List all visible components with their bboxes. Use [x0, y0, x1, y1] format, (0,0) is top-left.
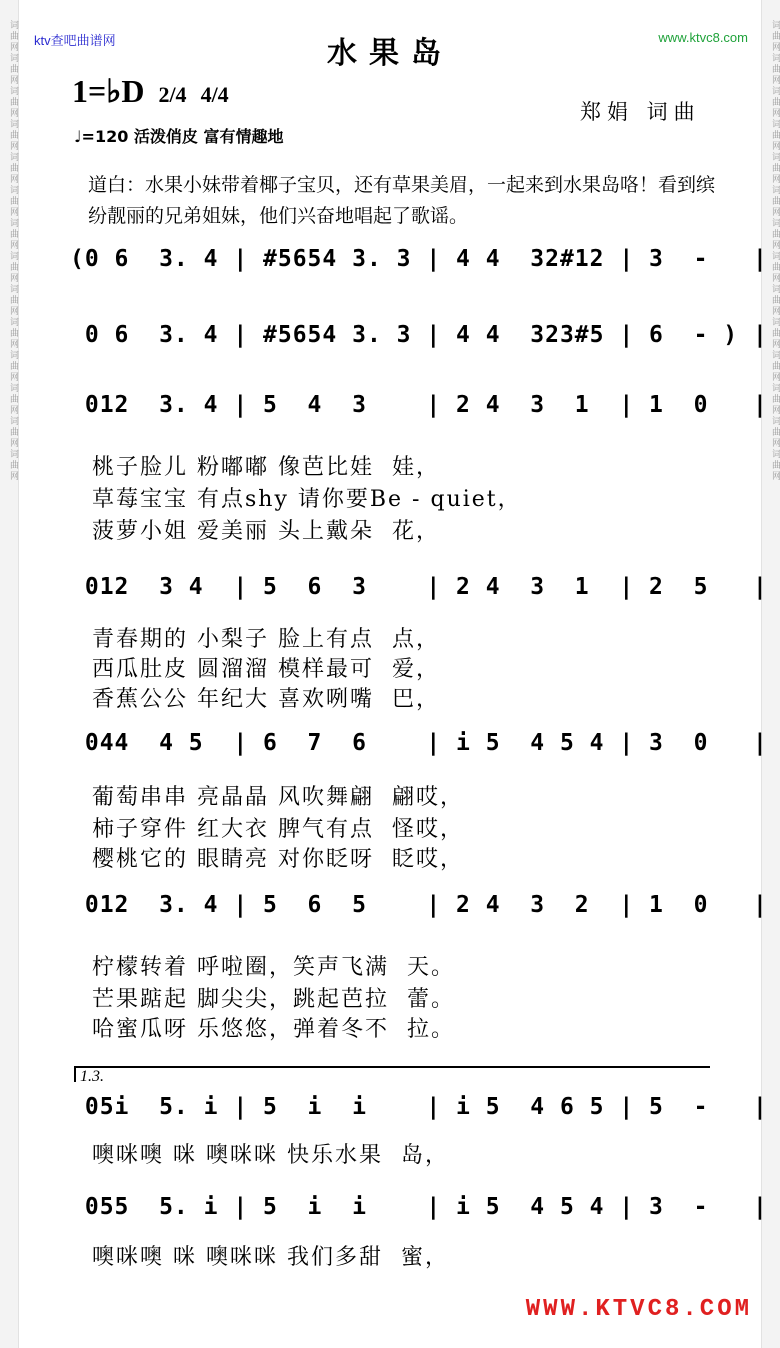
lyric-line: 草莓宝宝 有点shy 请你要Be - quiet， — [92, 487, 522, 512]
left-watermark-strip — [0, 0, 19, 1348]
tempo-marking: ♩=120 活泼俏皮 富有情趣地 — [74, 127, 284, 146]
score-row-6 — [70, 884, 768, 928]
time-signature-1: 2/4 — [158, 81, 187, 107]
lyric-line: 青春期的 小梨子 脸上有点 点， — [92, 627, 440, 652]
site-name-left[interactable]: ktv查吧曲谱网 — [34, 33, 116, 48]
lyric-line: 菠萝小姐 爱美丽 头上戴朵 花， — [92, 519, 440, 544]
lyric-line: 葡萄串串 亮晶晶 风吹舞翩 翩哎， — [92, 785, 464, 810]
score-row-7 — [70, 1086, 768, 1130]
lyric-line: 柠檬转着 呼啦圈，笑声飞满 天。 — [92, 955, 455, 980]
site-url-right[interactable]: www.ktvc8.com — [658, 30, 748, 45]
notes-row-7: 05i 5. i | 5 i i | i 5 4 6 5 | 5 - | — [70, 1094, 768, 1120]
score-row-2 — [70, 314, 768, 358]
score-row-1 — [70, 238, 768, 282]
score-row-8 — [70, 1186, 768, 1230]
volta-bracket-line — [74, 1066, 710, 1068]
score-row-5 — [70, 722, 768, 766]
notes-row-2: 0 6 3. 4 | #5654 3. 3 | 4 4 323#5 | 6 - ) | — [70, 322, 768, 348]
lyric-line: 噢咪噢 咪 噢咪咪 快乐水果 岛， — [92, 1143, 449, 1168]
score-row-4 — [70, 566, 768, 610]
notes-row-6: 012 3. 4 | 5 6 5 | 2 4 3 2 | 1 0 | — [70, 892, 768, 918]
lyric-line: 芒果踮起 脚尖尖，跳起芭拉 蕾。 — [92, 987, 455, 1012]
lyric-line: 西瓜肚皮 圆溜溜 模样最可 爱， — [92, 657, 440, 682]
lyric-line: 哈蜜瓜呀 乐悠悠，弹着冬不 拉。 — [92, 1017, 455, 1042]
left-watermark-text: 词曲网词曲网词曲网词曲网词曲网词曲网词曲网词曲网词曲网词曲网词曲网词曲网词曲网词曲网 — [8, 20, 18, 482]
notes-row-8: 055 5. i | 5 i i | i 5 4 5 4 | 3 - | — [70, 1194, 768, 1220]
lyric-line: 樱桃它的 眼睛亮 对你眨呀 眨哎， — [92, 847, 464, 872]
footer-site-url[interactable]: WWW.KTVC8.COM — [525, 1296, 752, 1323]
time-signature-2: 4/4 — [200, 81, 229, 107]
notes-row-4: 012 3 4 | 5 6 3 | 2 4 3 1 | 2 5 | — [70, 574, 768, 600]
lyric-line: 噢咪噢 咪 噢咪咪 我们多甜 蜜， — [92, 1245, 449, 1270]
author-credit: 郑娟 词曲 — [580, 100, 701, 124]
key-text: 1=♭D — [72, 73, 145, 109]
narration-text: 道白：水果小妹带着椰子宝贝，还有草果美眉，一起来到水果岛咯！看到缤纷靓丽的兄弟姐妹，他们兴奋地唱起了歌谣。 — [88, 174, 716, 227]
key-signature — [72, 72, 229, 110]
volta-bracket-hook — [74, 1066, 76, 1082]
volta-label: 1.3. — [80, 1068, 104, 1085]
notes-row-1: (0 6 3. 4 | #5654 3. 3 | 4 4 32#12 | 3 - | — [70, 246, 768, 272]
lyric-line: 柿子穿件 红大衣 脾气有点 怪哎， — [92, 817, 464, 842]
song-title: 水果岛 — [327, 36, 453, 71]
right-watermark-strip — [761, 0, 780, 1348]
right-watermark-text: 词曲网词曲网词曲网词曲网词曲网词曲网词曲网词曲网词曲网词曲网词曲网词曲网词曲网词曲网 — [770, 20, 780, 482]
notes-row-3: 012 3. 4 | 5 4 3 | 2 4 3 1 | 1 0 | — [70, 392, 768, 418]
lyric-line: 香蕉公公 年纪大 喜欢咧嘴 巴， — [92, 687, 440, 712]
score-row-3 — [70, 384, 768, 428]
lyric-line: 桃子脸儿 粉嘟嘟 像芭比娃 娃， — [92, 455, 440, 480]
notes-row-5: 044 4 5 | 6 7 6 | i 5 4 5 4 | 3 0 | — [70, 730, 768, 756]
